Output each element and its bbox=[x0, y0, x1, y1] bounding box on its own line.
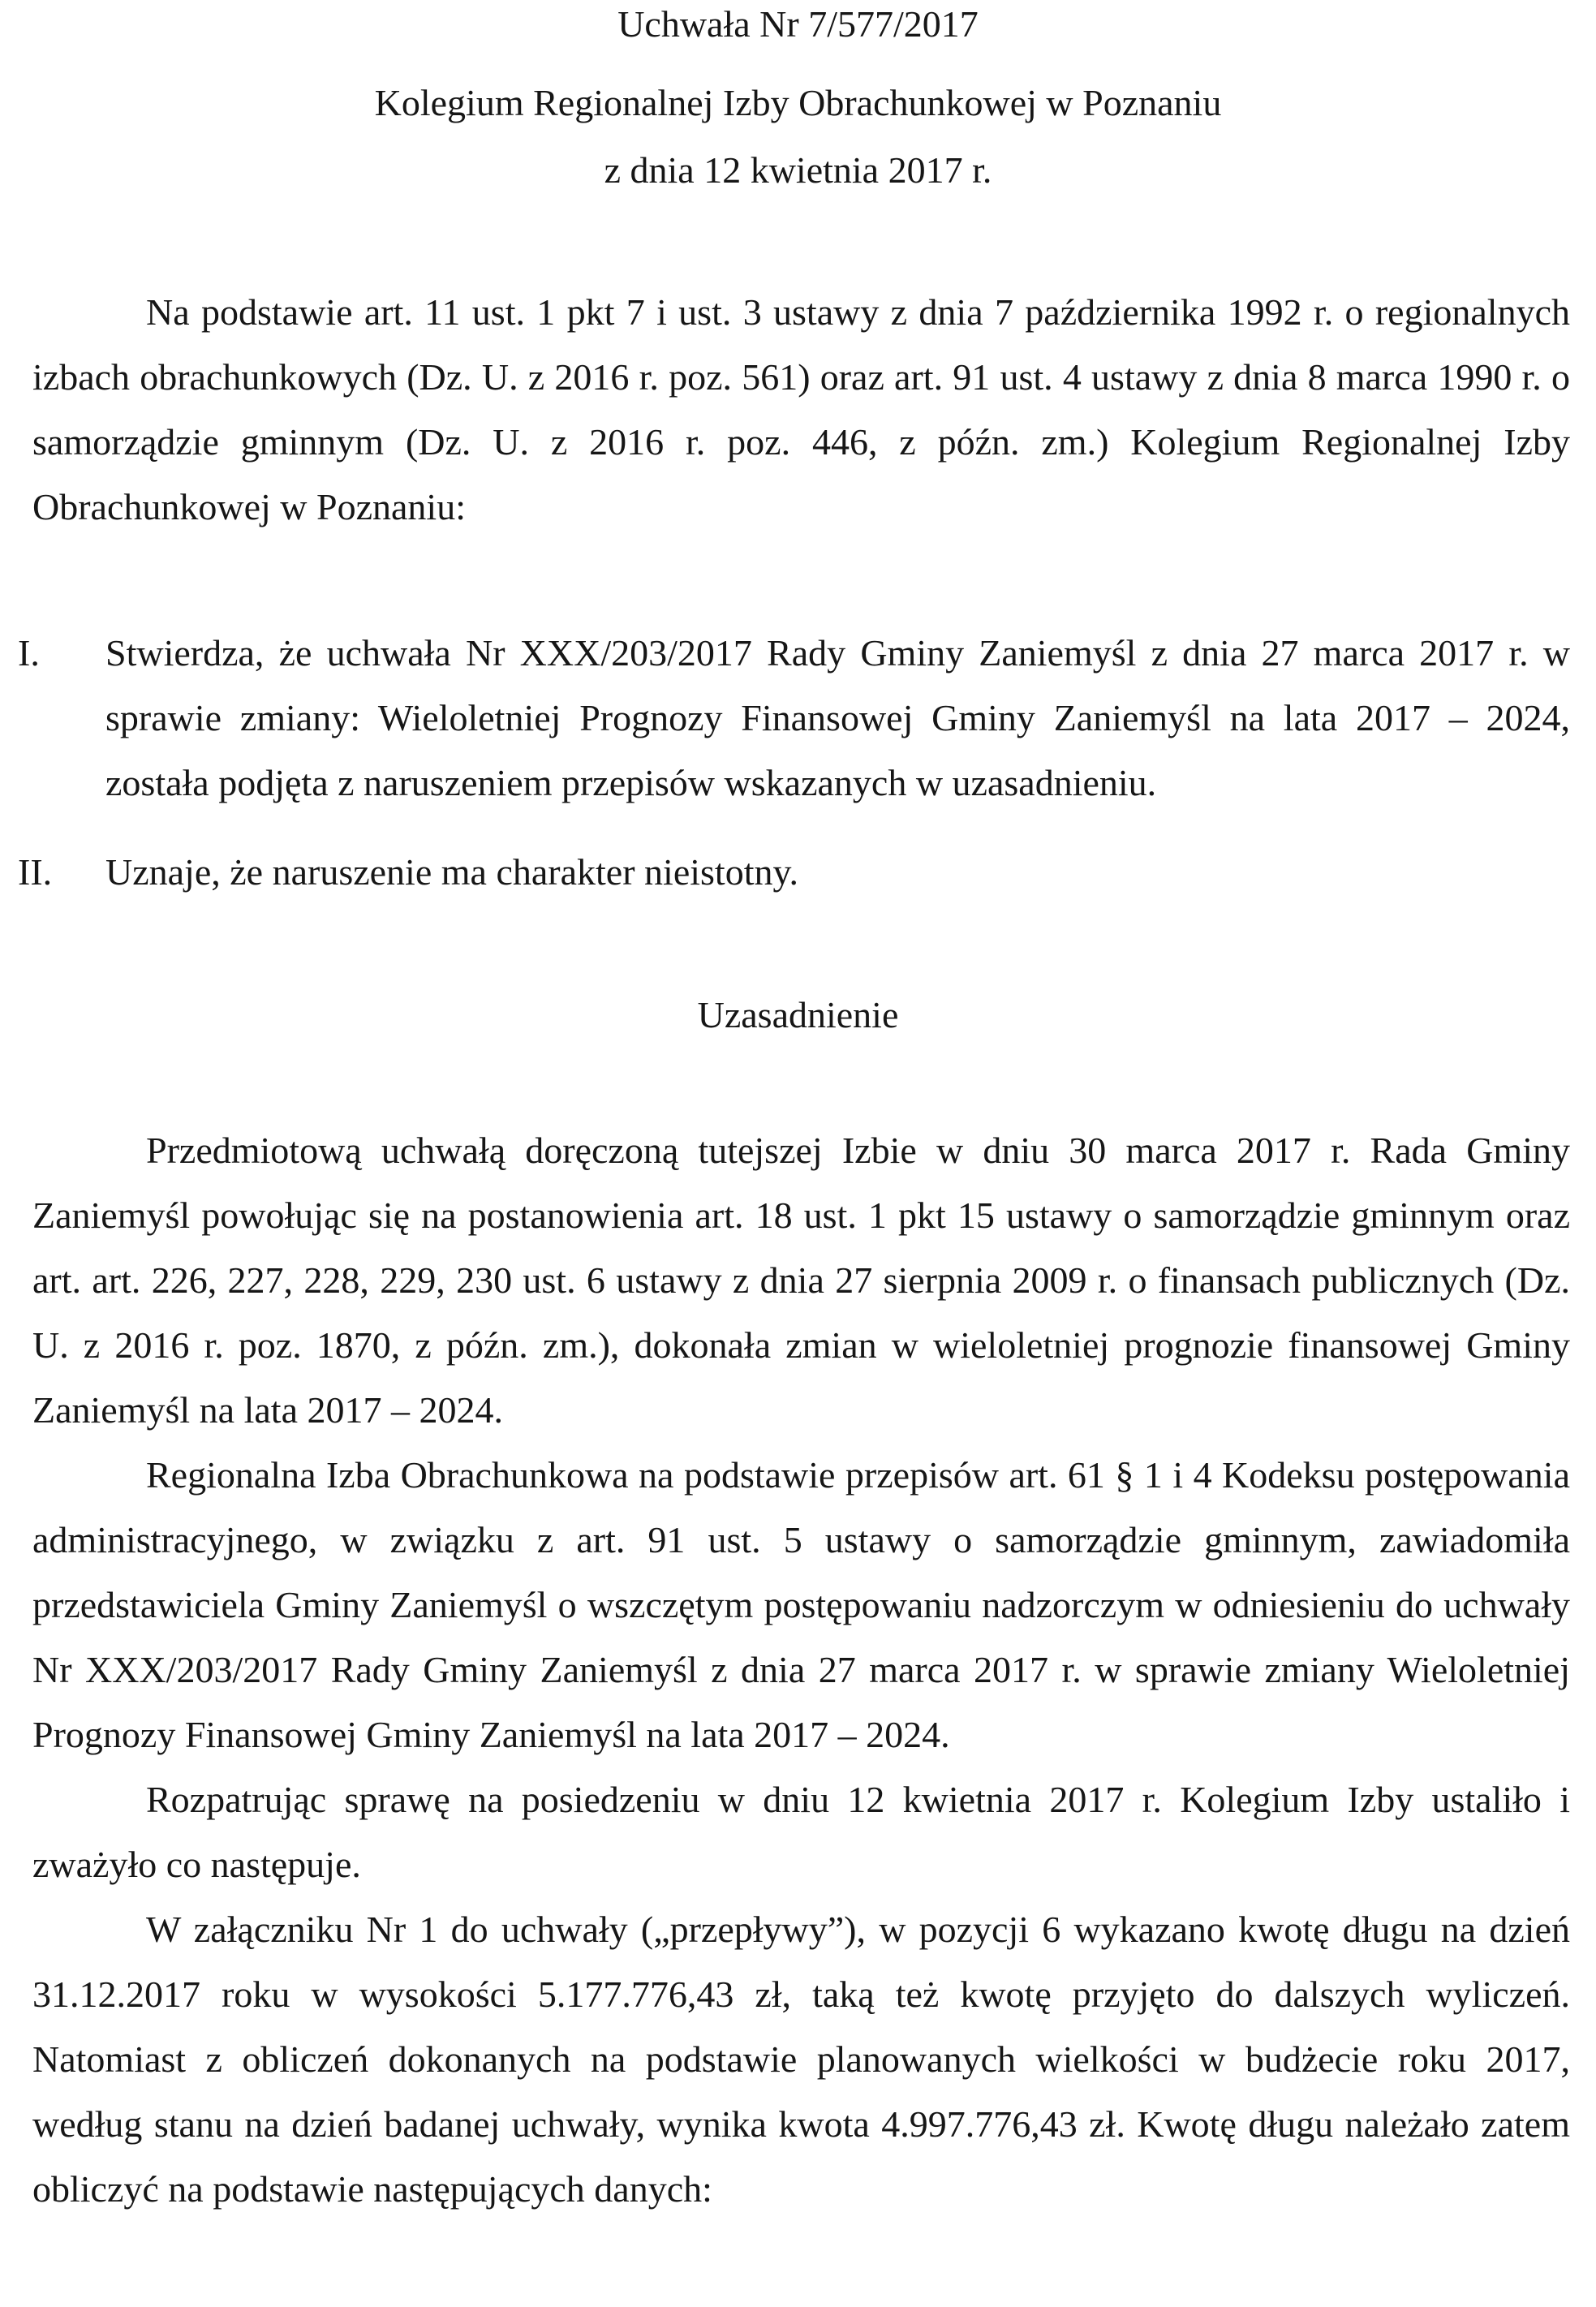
decision-number: II. bbox=[18, 851, 53, 893]
justification-title: Uzasadnienie bbox=[697, 994, 899, 1035]
justification-paragraph-4: W załączniku Nr 1 do uchwały („przepływy”), w pozycji 6 wykazano kwotę długu na dzień 31.12.2017 roku w wysokości 5.177.776,43 zł, taką też kwotę przyjęto do dalszych wyliczeń. Natomiast z obliczeń dokonanych na podstawie planowanych wielkości w budżecie roku 2017, według stanu na dzień badanej uchwały, wynika kwota 4.997.776,43 zł. Kwotę długu należało zatem obliczyć na podstawie następujących danych: bbox=[32, 1909, 1570, 2210]
decision-number: I. bbox=[18, 632, 40, 674]
decision-text: Uznaje, że naruszenie ma charakter nieistotny. bbox=[105, 851, 798, 893]
resolution-issuer: Kolegium Regionalnej Izby Obrachunkowej w Poznaniu bbox=[374, 82, 1222, 123]
decision-text: Stwierdza, że uchwała Nr XXX/203/2017 Rady Gminy Zaniemyśl z dnia 27 marca 2017 r. w sprawie zmiany: Wieloletniej Prognozy Finansowej Gminy Zaniemyśl na lata 2017 – 2024, została podjęta z naruszeniem przepisów wskazanych w uzasadnieniu. bbox=[105, 632, 1570, 803]
resolution-title: Uchwała Nr 7/577/2017 bbox=[617, 3, 979, 45]
justification-paragraph-3: Rozpatrując sprawę na posiedzeniu w dniu 12 kwietnia 2017 r. Kolegium Izby ustaliło i zważyło co następuje. bbox=[32, 1779, 1570, 1885]
justification-paragraph-1: Przedmiotową uchwałą doręczoną tutejszej Izbie w dniu 30 marca 2017 r. Rada Gminy Zaniemyśl powołując się na postanowienia art. 18 ust. 1 pkt 15 ustawy o samorządzie gminnym oraz art. art. 226, 227, 228, 229, 230 ust. 6 ustawy z dnia 27 sierpnia 2009 r. o finansach publicznych (Dz. U. z 2016 r. poz. 1870, z późn. zm.), dokonała zmian w wieloletniej prognozie finansowej Gminy Zaniemyśl na lata 2017 – 2024. bbox=[32, 1130, 1570, 1431]
justification-paragraph-2: Regionalna Izba Obrachunkowa na podstawie przepisów art. 61 § 1 i 4 Kodeksu postępowania administracyjnego, w związku z art. 91 ust. 5 ustawy o samorządzie gminnym, zawiadomiła przedstawiciela Gminy Zaniemyśl o wszczętym postępowaniu nadzorczym w odniesieniu do uchwały Nr XXX/203/2017 Rady Gminy Zaniemyśl z dnia 27 marca 2017 r. w sprawie zmiany Wieloletniej Prognozy Finansowej Gminy Zaniemyśl na lata 2017 – 2024. bbox=[32, 1454, 1570, 1755]
resolution-date: z dnia 12 kwietnia 2017 r. bbox=[604, 149, 992, 191]
preamble: Na podstawie art. 11 ust. 1 pkt 7 i ust. 3 ustawy z dnia 7 października 1992 r. o regionalnych izbach obrachunkowych (Dz. U. z 2016 r. poz. 561) oraz art. 91 ust. 4 ustawy z dnia 8 marca 1990 r. o samorządzie gminnym (Dz. U. z 2016 r. poz. 446, z późn. zm.) Kolegium Regionalnej Izby Obrachunkowej w Poznaniu: bbox=[32, 291, 1570, 527]
